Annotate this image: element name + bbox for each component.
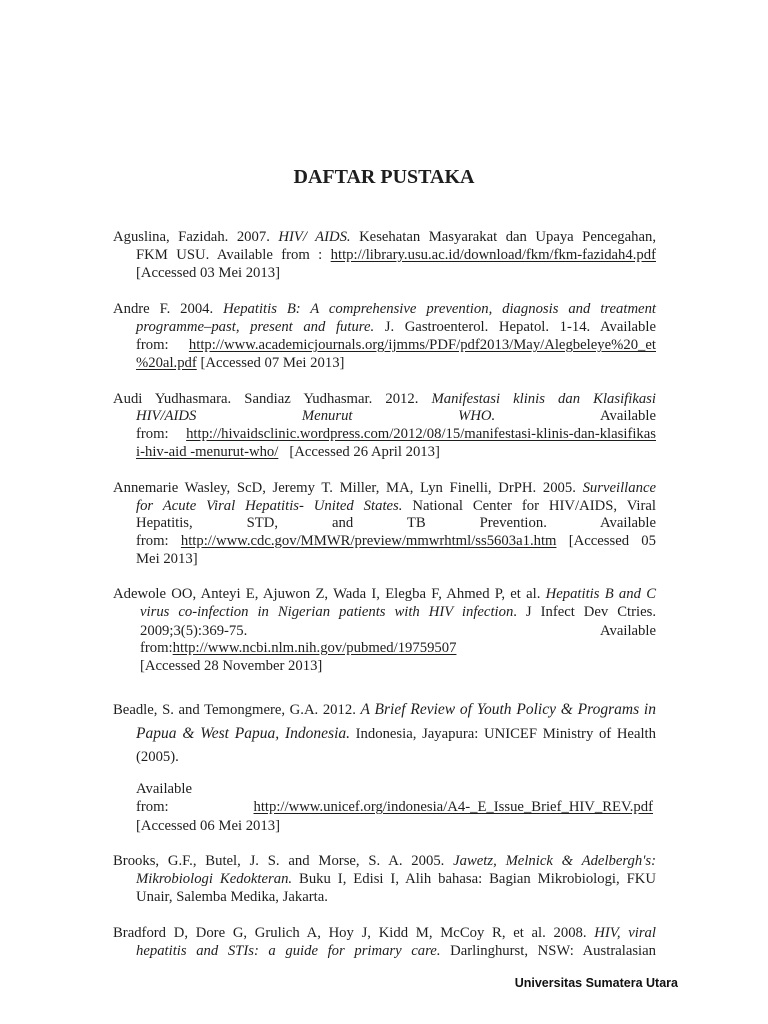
reference-text: Darlinghurst, NSW: Australasian xyxy=(440,943,656,959)
reference-text: Indonesia, Jayapura: UNICEF Ministry of Health xyxy=(350,726,656,742)
accessed-date: Mei 2013] xyxy=(136,551,198,567)
reference-url[interactable]: http://www.cdc.gov/MMWR/preview/mmwrhtml/ss5603a1.htm xyxy=(180,533,557,549)
reference-title: hepatitis and STIs: a guide for primary care. xyxy=(136,943,441,959)
reference-line xyxy=(136,264,656,282)
reference-line xyxy=(136,318,656,336)
reference-text: Buku I, Edisi I, Alih bahasa: Bagian Mikrobiologi, FKU xyxy=(292,871,656,887)
reference-url[interactable]: %20al.pdf xyxy=(136,355,197,371)
reference-line xyxy=(113,479,656,497)
reference-text: (2005). xyxy=(136,749,179,765)
reference-title: programme–past, present and future. xyxy=(136,319,375,335)
reference-line xyxy=(136,798,653,816)
reference-text: Annemarie Wasley, ScD, Jeremy T. Miller, MA, Lyn Finelli, DrPH. 2005. xyxy=(113,480,583,496)
reference-text: Beadle, S. and Temongmere, G.A. 2012. xyxy=(113,702,361,718)
reference-line xyxy=(136,443,656,461)
reference-text: Audi Yudhasmara. Sandiaz Yudhasmar. 2012. xyxy=(113,391,432,407)
accessed-date: [Accessed 28 November 2013] xyxy=(140,658,323,674)
reference-title: Hepatitis B: A comprehensive prevention, diagnosis and treatment xyxy=(223,301,656,317)
reference-text: Kesehatan Masyarakat dan Upaya Pencegahan, xyxy=(350,229,656,245)
reference-line xyxy=(113,924,656,942)
reference-text: from: xyxy=(136,337,189,353)
reference-line xyxy=(136,246,656,264)
reference-title: Manifestasi klinis dan Klasifikasi xyxy=(431,391,656,407)
reference-title: HIV/AIDS Menurut WHO. xyxy=(136,408,496,424)
reference-title: A Brief Review of Youth Policy & Programs in xyxy=(360,701,656,718)
reference-line xyxy=(136,354,656,372)
reference-line xyxy=(140,657,656,675)
page-title: DAFTAR PUSTAKA xyxy=(293,166,475,188)
reference-line xyxy=(136,532,656,550)
reference-url[interactable]: http://www.academicjournals.org/ijmms/PDF/pdf2013/May/Alegbeleye%20_et xyxy=(188,337,656,353)
reference-line xyxy=(136,725,656,743)
reference-line xyxy=(136,748,656,766)
reference-url[interactable]: http://www.unicef.org/indonesia/A4-_E_Issue_Brief_HIV_REV.pdf xyxy=(253,799,653,815)
reference-title: HIV, viral xyxy=(594,925,656,941)
reference-text: Available xyxy=(136,781,193,797)
reference-line xyxy=(136,497,656,515)
reference-text: from: xyxy=(136,533,181,549)
reference-line xyxy=(136,870,656,888)
reference-title: HIV/ AIDS. xyxy=(278,229,351,245)
accessed-date: [Accessed 07 Mei 2013] xyxy=(196,355,345,371)
reference-text: Adewole OO, Anteyi E, Ajuwon Z, Wada I, Elegba F, Ahmed P, et al. xyxy=(113,586,546,602)
reference-text: from: xyxy=(136,426,187,442)
reference-line xyxy=(113,228,656,246)
reference-url[interactable]: http://www.ncbi.nlm.nih.gov/pubmed/19759507 xyxy=(172,640,457,656)
reference-text: Available xyxy=(495,408,656,424)
reference-url[interactable]: http://hivaidsclinic.wordpress.com/2012/08/15/manifestasi-klinis-dan-klasifikas xyxy=(186,426,656,442)
reference-text: 2009;3(5):369-75. Available xyxy=(140,623,656,639)
reference-line xyxy=(136,780,656,798)
reference-line xyxy=(136,888,656,906)
reference-line xyxy=(140,603,656,621)
reference-line xyxy=(113,390,656,408)
reference-title: Mikrobiologi Kedokteran. xyxy=(136,871,293,887)
reference-line xyxy=(136,514,656,532)
reference-text: Hepatitis, STD, and TB Prevention. Available xyxy=(136,515,656,531)
accessed-date: [Accessed 03 Mei 2013] xyxy=(136,265,280,281)
reference-line xyxy=(136,336,656,354)
reference-title: Jawetz, Melnick & Adelbergh's: xyxy=(453,853,656,869)
reference-title: virus co-infection in Nigerian patients with HIV infection xyxy=(140,604,514,620)
reference-title: Hepatitis B and C xyxy=(545,586,656,602)
reference-text: from: xyxy=(136,799,254,815)
reference-line xyxy=(113,585,656,603)
reference-text: from: xyxy=(140,640,173,656)
accessed-date: [Accessed 26 April 2013] xyxy=(278,444,440,460)
reference-line xyxy=(113,701,656,719)
reference-text: Unair, Salemba Medika, Jakarta. xyxy=(136,889,328,905)
reference-text: J. Gastroenterol. Hepatol. 1-14. Available xyxy=(374,319,656,335)
reference-text: Bradford D, Dore G, Grulich A, Hoy J, Kidd M, McCoy R, et al. 2008. xyxy=(113,925,595,941)
footer-institution: Universitas Sumatera Utara xyxy=(514,976,678,990)
reference-text: . J Infect Dev Ctries. xyxy=(513,604,656,620)
reference-text: National Center for HIV/AIDS, Viral xyxy=(402,498,656,514)
reference-line xyxy=(113,852,656,870)
reference-text: Aguslina, Fazidah. 2007. xyxy=(113,229,279,245)
reference-text: Andre F. 2004. xyxy=(113,301,224,317)
reference-line xyxy=(140,622,656,640)
accessed-date: [Accessed 06 Mei 2013] xyxy=(136,818,280,834)
reference-line xyxy=(136,425,656,443)
reference-url[interactable]: i-hiv-aid -menurut-who/ xyxy=(136,444,279,460)
reference-url[interactable]: http://library.usu.ac.id/download/fkm/fkm-fazidah4.pdf xyxy=(330,247,656,263)
accessed-date: [Accessed 05 xyxy=(556,533,656,549)
reference-text: FKM USU. Available from : xyxy=(136,247,331,263)
reference-title: Papua & West Papua, Indonesia. xyxy=(136,725,350,742)
reference-title: Surveillance xyxy=(582,480,656,496)
reference-line xyxy=(136,550,656,568)
reference-line xyxy=(136,817,656,835)
reference-line xyxy=(136,407,656,425)
reference-line xyxy=(136,942,656,960)
reference-title: for Acute Viral Hepatitis- United States. xyxy=(136,498,403,514)
reference-line xyxy=(113,300,656,318)
reference-text: Brooks, G.F., Butel, J. S. and Morse, S. A. 2005. xyxy=(113,853,454,869)
reference-line xyxy=(140,639,656,657)
